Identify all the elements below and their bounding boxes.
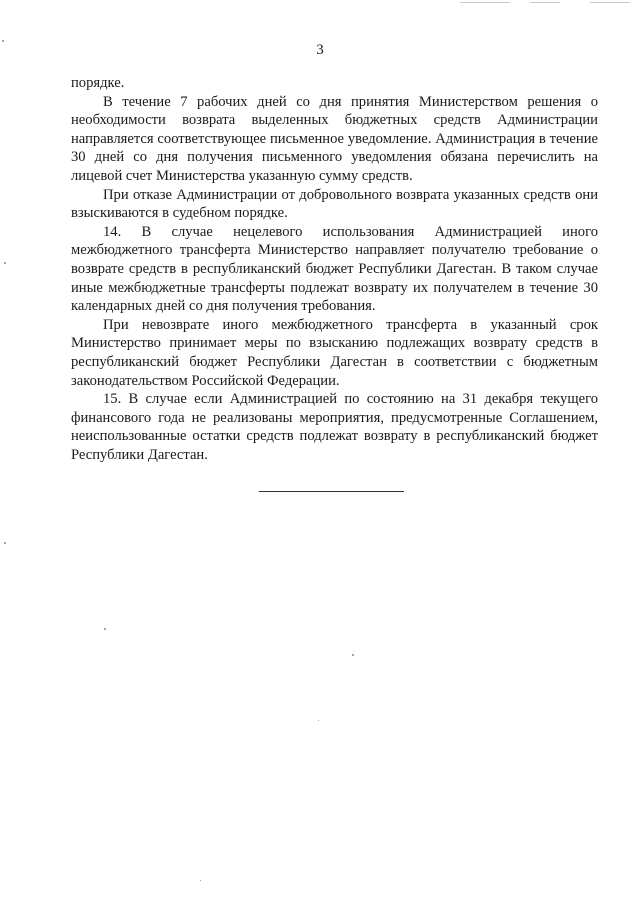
scan-edge-mark xyxy=(590,2,630,3)
paragraph-item-14: 14. В случае нецелевого использования Администрацией иного межбюджетного трансферта Министерство направляет получателю требование о возврате средств в республиканский бюджет Республики Дагестан. В таком случае иные межбюджетные трансферты подлежат возврату их получателем в течение 30 календарных дней со дня получения требования. xyxy=(71,223,598,315)
end-of-text-rule xyxy=(259,491,404,492)
paragraph-item-15: 15. В случае если Администрацией по состоянию на 31 декабря текущего финансового года не реализованы мероприятия, предусмотренные Соглашением, неиспользованные остатки средств подлежат возврату в республиканский бюджет Республики Дагестан. xyxy=(71,391,598,463)
paragraph-continuation: порядке. xyxy=(71,75,125,91)
paragraph-refusal: При отказе Администрации от добровольного возврата указанных средств они взыскиваются в судебном порядке. xyxy=(71,186,598,222)
scan-speck xyxy=(2,40,4,42)
scan-speck xyxy=(104,628,106,630)
scan-edge-mark xyxy=(530,2,560,3)
scan-speck xyxy=(200,880,201,881)
page-number: 3 xyxy=(316,42,324,58)
document-body xyxy=(71,74,598,464)
scan-speck xyxy=(318,720,319,721)
scan-speck xyxy=(4,542,6,544)
scan-speck xyxy=(4,262,6,264)
paragraph-notification: В течение 7 рабочих дней со дня принятия Министерством решения о необходимости возврата выделенных бюджетных средств Администрации направляется соответствующее письменное уведомление. Администрация в течение 30 дней со дня получения письменного уведомления обязана перечислить на лицевой счет Министерства указанную сумму средств. xyxy=(71,93,598,184)
scan-edge-mark xyxy=(460,2,510,3)
paragraph-non-return: При невозврате иного межбюджетного трансферта в указанный срок Министерство принимает меры по взысканию подлежащих возврату средств в республиканский бюджет Республики Дагестан в соответствии с бюджетным законодательством Российской Федерации. xyxy=(71,316,598,389)
scan-speck xyxy=(352,654,354,656)
